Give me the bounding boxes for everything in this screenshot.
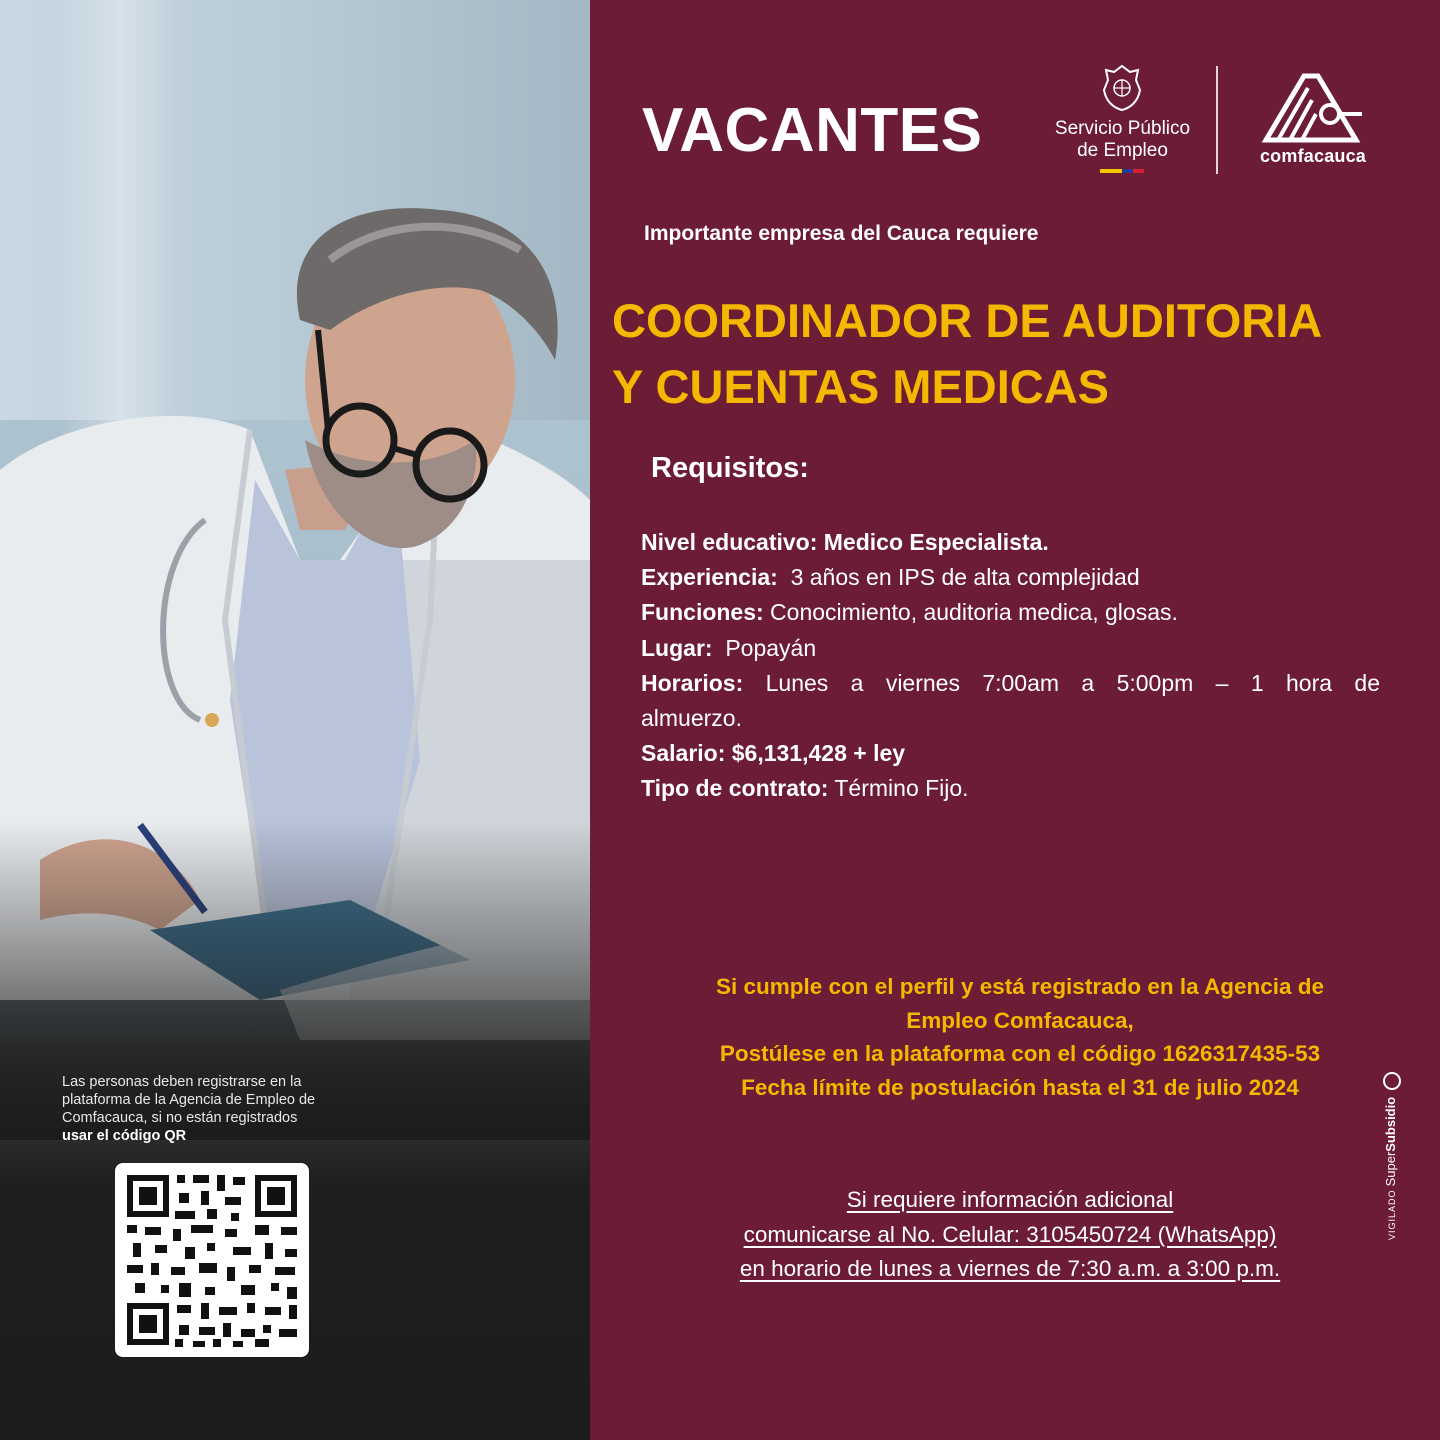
comfacauca-brand: comfacauca xyxy=(1259,146,1367,166)
registration-line-1: Las personas deben registrarse en la xyxy=(62,1074,302,1090)
req-salario xyxy=(641,736,1380,771)
vigilado-subsidio: Subsidio xyxy=(1383,1096,1398,1152)
contact-line-3: en horario de lunes a viernes de 7:30 a.m. a 3:00 p.m. xyxy=(739,1256,1281,1281)
req-horarios-label: Horarios: xyxy=(641,669,744,696)
page-title: VACANTES xyxy=(642,96,983,165)
comfacauca-mark-icon xyxy=(1238,70,1388,146)
apply-line-2: Empleo Comfacauca, xyxy=(906,1007,1134,1033)
req-contrato-value: Término Fijo. xyxy=(828,775,969,802)
spe-line-1: Servicio Público xyxy=(1054,118,1191,139)
req-nivel-text: Nivel educativo: Medico Especialista. xyxy=(641,529,1049,555)
requirements-heading: Requisitos: xyxy=(651,452,809,484)
apply-line-4: Fecha límite de postulación hasta el 31 de julio 2024 xyxy=(741,1074,1299,1100)
qr-code-icon xyxy=(115,1163,309,1357)
req-funciones xyxy=(641,595,1380,630)
vigilado-super: Super xyxy=(1383,1151,1398,1187)
comfacauca-logo xyxy=(1238,70,1388,170)
servicio-publico-name xyxy=(1040,118,1205,162)
coat-of-arms-icon xyxy=(1100,64,1144,112)
logo-divider xyxy=(1216,66,1218,174)
req-horarios xyxy=(641,666,1380,701)
spe-line-2: de Empleo xyxy=(1077,140,1168,161)
application-info xyxy=(640,970,1400,1104)
servicio-publico-logo xyxy=(1040,62,1205,182)
req-horarios-cont xyxy=(641,701,1380,736)
req-funciones-label: Funciones: xyxy=(641,599,764,626)
doctor-photo xyxy=(0,0,590,1140)
req-contrato xyxy=(641,771,1380,806)
registration-line-3: Comfacauca, si no están registrados xyxy=(62,1110,298,1126)
req-lugar-value: Popayán xyxy=(712,634,817,661)
contact-line-1: Si requiere información adicional xyxy=(846,1187,1174,1212)
req-horarios-value-2: almuerzo. xyxy=(641,705,742,732)
job-title xyxy=(612,288,1412,420)
job-title-line-2: Y CUENTAS MEDICAS xyxy=(612,360,1110,413)
company-subtitle: Importante empresa del Cauca requiere xyxy=(644,222,1039,245)
req-experiencia-value: 3 años en IPS de alta complejidad xyxy=(777,564,1140,591)
vigilado-prefix: VIGILADO xyxy=(1387,1189,1397,1240)
req-contrato-label: Tipo de contrato: xyxy=(641,775,829,802)
job-title-line-1: COORDINADOR DE AUDITORIA xyxy=(612,294,1323,347)
contact-info xyxy=(640,1183,1380,1287)
colombia-flag-stripe xyxy=(1100,169,1144,173)
photo-panel xyxy=(0,0,590,1440)
supersubsidio-icon xyxy=(1383,1072,1401,1090)
registration-line-2: plataforma de la Agencia de Empleo de xyxy=(62,1092,316,1108)
contact-line-2[interactable]: comunicarse al No. Celular: 3105450724 (WhatsApp) xyxy=(743,1221,1277,1247)
requirements-list xyxy=(641,525,1380,807)
req-lugar-label: Lugar: xyxy=(641,634,713,661)
req-experiencia xyxy=(641,560,1380,595)
req-experiencia-label: Experiencia: xyxy=(641,564,778,591)
vigilado-supersubsidio xyxy=(1383,1040,1407,1240)
req-salario-text: Salario: $6,131,428 + ley xyxy=(641,740,906,767)
apply-line-1: Si cumple con el perfil y está registrado en la Agencia de xyxy=(715,974,1325,999)
req-funciones-value: Conocimiento, auditoria medica, glosas. xyxy=(763,599,1178,626)
req-nivel xyxy=(641,525,1380,560)
req-horarios-value: Lunes a viernes 7:00am a 5:00pm – 1 hora de xyxy=(743,669,1380,696)
registration-note xyxy=(62,1073,382,1145)
req-lugar xyxy=(641,631,1380,666)
qr-code[interactable] xyxy=(115,1163,309,1357)
apply-line-3: Postúlese en la plataforma con el código 1626317435-53 xyxy=(719,1041,1321,1066)
registration-qr-instruction: usar el código QR xyxy=(62,1128,187,1144)
